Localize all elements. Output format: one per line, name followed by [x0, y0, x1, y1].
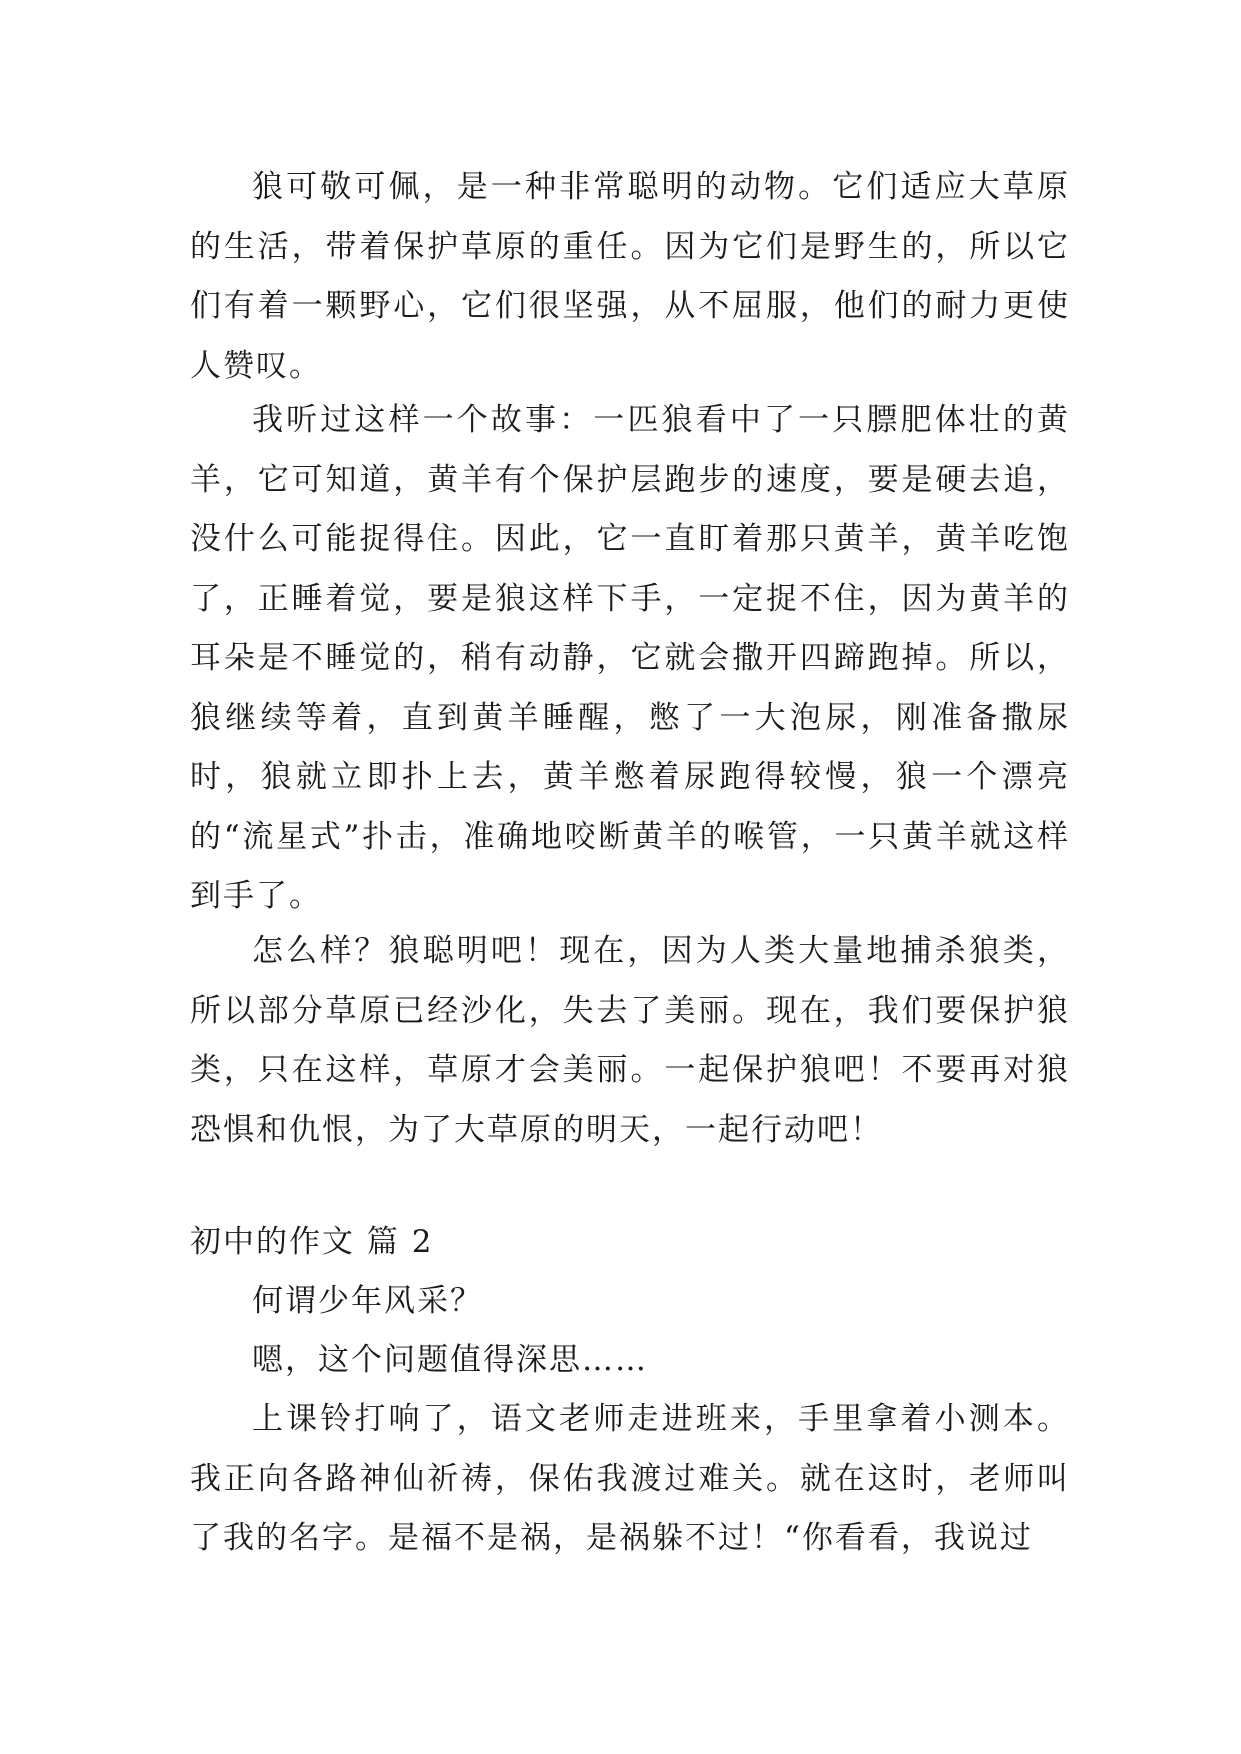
- paragraph-wolf-conclusion: 怎么样？狼聪明吧！现在，因为人类大量地捕杀狼类，所以部分草原已经沙化，失去了美丽。现在，我们要保护狼类，只在这样，草原才会美丽。一起保护狼吧！不要再对狼恐惧和仇恨，为了大草原的明天，一起行动吧！: [190, 933, 1070, 1148]
- paragraph-question: 何谓少年风采？: [252, 1283, 483, 1319]
- paragraph-wolf-story: 我听过这样一个故事：一匹狼看中了一只膘肥体壮的黄羊，它可知道，黄羊有个保护层跑步的速度，要是硬去追，没什么可能捉得住。因此，它一直盯着那只黄羊，黄羊吃饱了，正睡着觉，要是狼这样下手，一定捉不住，因为黄羊的耳朵是不睡觉的，稍有动静，它就会撒开四蹄跑掉。所以，狼继续等着，直到黄羊睡醒，憋了一大泡尿，刚准备撒尿时，狼就立即扑上去，黄羊憋着尿跑得较慢，狼一个漂亮的“流星式”扑击，准确地咬断黄羊的喉管，一只黄羊就这样到手了。: [190, 402, 1070, 914]
- paragraph-wolf-intro: 狼可敬可佩，是一种非常聪明的动物。它们适应大草原的生活，带着保护草原的重任。因为它们是野生的，所以它们有着一颗野心，它们很坚强，从不屈服，他们的耐力更使人赞叹。: [190, 169, 1070, 384]
- paragraph-reflection: 嗯，这个问题值得深思……: [252, 1342, 648, 1378]
- paragraph-classroom: 上课铃打响了，语文老师走进班来，手里拿着小测本。我正向各路神仙祈祷，保佑我渡过难关。就在这时，老师叫了我的名字。是福不是祸，是祸躲不过！“你看看，我说过: [190, 1401, 1070, 1556]
- section-heading: 初中的作文 篇 2: [190, 1224, 434, 1260]
